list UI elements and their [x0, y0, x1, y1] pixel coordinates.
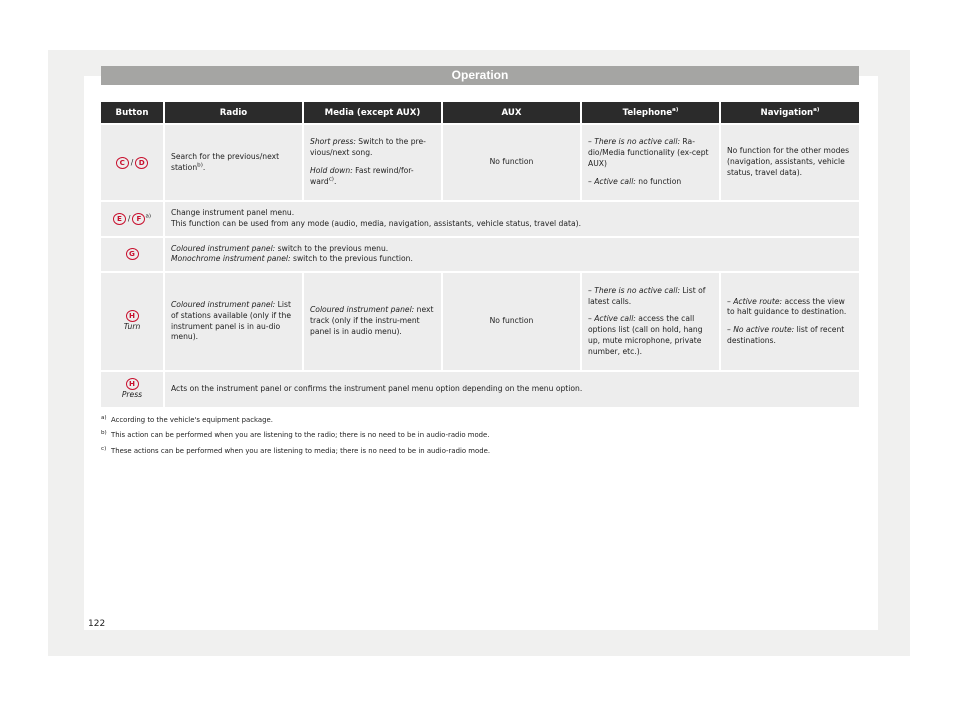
key-h-icon: H	[126, 378, 139, 390]
table-row	[101, 273, 859, 370]
key-h-icon: H	[126, 310, 139, 322]
header-aux: AUX	[441, 102, 580, 123]
footnote: b) This action can be performed when you are listening to the radio; there is no need to be in audio-radio mode.	[101, 430, 490, 440]
cell-description: Coloured instrument panel: switch to the previous menu. Monochrome instrument panel: switch to the previous function.	[163, 238, 859, 272]
header-navigation: Navigation$^{a)}$	[719, 102, 859, 123]
header-media: Media (except AUX)	[302, 102, 441, 123]
key-e-icon: E	[113, 213, 126, 225]
table-row	[101, 372, 859, 407]
table-row	[101, 238, 859, 272]
cell-radio: Search for the previous/next station$^{b)}$.	[163, 125, 302, 200]
cell-description: Acts on the instrument panel or confirms the instrument panel menu option depending on the menu option.	[163, 372, 859, 407]
cell-button: C / D	[101, 125, 163, 200]
key-f-icon: F	[132, 213, 145, 225]
cell-telephone: – There is no active call: List of latest calls. – Active call: access the call options list (call on hold, hang up, mute microphone, private number, etc.).	[580, 273, 719, 370]
header-telephone: Telephone$^{a)}$	[580, 102, 719, 123]
cell-button: H Turn	[101, 273, 163, 370]
cell-description: Change instrument panel menu. This function can be used from any mode (audio, media, navigation, assistants, vehicle status, travel data).	[163, 202, 859, 236]
operation-table	[101, 100, 859, 409]
table-row	[101, 202, 859, 236]
cell-navigation: – Active route: access the view to halt guidance to destination. – No active route: list of recent destinations.	[719, 273, 859, 370]
cell-button: E / F $^{a)}$	[101, 202, 163, 236]
cell-telephone: – There is no active call: Ra-dio/Media functionality (ex-cept AUX) – Active call: no function	[580, 125, 719, 200]
page-number: 122	[88, 619, 106, 629]
footnotes	[101, 416, 859, 462]
section-title: Operation	[101, 66, 859, 85]
key-c-icon: C	[116, 157, 129, 169]
header-radio: Radio	[163, 102, 302, 123]
table-row	[101, 125, 859, 200]
key-d-icon: D	[135, 157, 148, 169]
cell-aux: No function	[441, 125, 580, 200]
cell-navigation: No function for the other modes (navigation, assistants, vehicle status, travel data).	[719, 125, 859, 200]
cell-button	[101, 238, 163, 272]
footnote: a) According to the vehicle's equipment package.	[101, 415, 273, 424]
key-g-icon: G	[126, 248, 139, 260]
header-button: Button	[101, 102, 163, 123]
table-header-row	[101, 102, 859, 123]
cell-media: Coloured instrument panel: next track (only if the instru-ment panel is in audio menu).	[302, 273, 441, 370]
footnote: c) These actions can be performed when you are listening to media; there is no need to be in audio-radio mode.	[101, 445, 491, 455]
cell-media: Short press: Switch to the pre-vious/next song. Hold down: Fast rewind/for-ward$^{c)}$.	[302, 125, 441, 200]
cell-radio: Coloured instrument panel: List of stations available (only if the instrument panel is in au-dio menu).	[163, 273, 302, 370]
cell-button: H Press	[101, 372, 163, 407]
cell-aux: No function	[441, 273, 580, 370]
